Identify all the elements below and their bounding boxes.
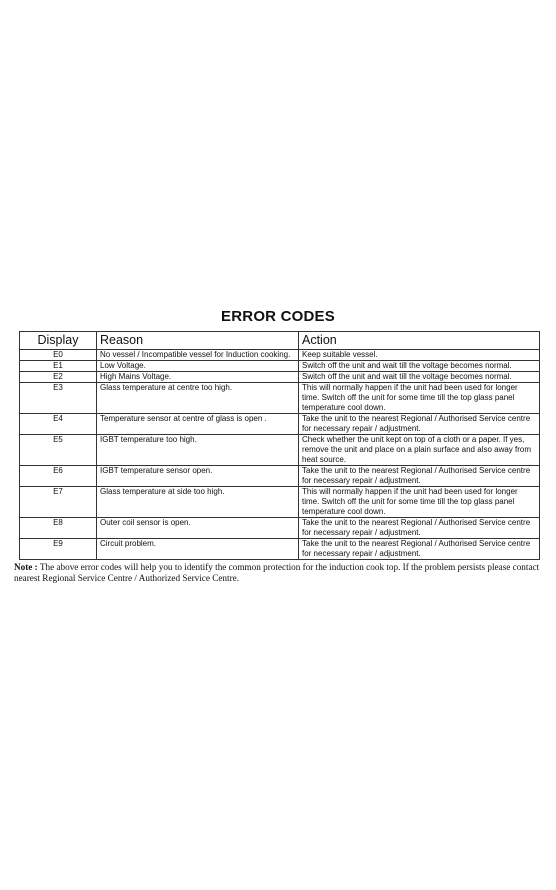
table-row <box>20 539 540 560</box>
table-row <box>20 414 540 435</box>
error-reason: Outer coil sensor is open. <box>97 518 299 539</box>
footnote <box>14 562 542 584</box>
error-reason: Low Voltage. <box>97 361 299 372</box>
error-action: Switch off the unit and wait till the voltage becomes normal. <box>299 361 540 372</box>
error-reason: Glass temperature at side too high. <box>97 487 299 518</box>
error-code: E4 <box>20 414 97 435</box>
column-header-display: Display <box>20 332 97 350</box>
error-action: Take the unit to the nearest Regional / Authorised Service centre for necessary repair / adjustment. <box>299 518 540 539</box>
note-label: Note : <box>14 562 38 572</box>
error-action: Keep suitable vessel. <box>299 350 540 361</box>
error-action: Switch off the unit and wait till the voltage becomes normal. <box>299 372 540 383</box>
error-reason: No vessel / Incompatible vessel for Induction cooking. <box>97 350 299 361</box>
error-code: E2 <box>20 372 97 383</box>
error-action: Take the unit to the nearest Regional / Authorised Service centre for necessary repair / adjustment. <box>299 539 540 560</box>
error-action: Check whether the unit kept on top of a cloth or a paper. If yes, remove the unit and place on a plain surface and also away from heat source. <box>299 435 540 466</box>
error-action: Take the unit to the nearest Regional / Authorised Service centre for necessary repair / adjustment. <box>299 414 540 435</box>
error-action: Take the unit to the nearest Regional / Authorised Service centre for necessary repair / adjustment. <box>299 466 540 487</box>
error-action: This will normally happen if the unit had been used for longer time. Switch off the unit for some time till the top glass panel temperature cool down. <box>299 383 540 414</box>
table-row <box>20 383 540 414</box>
error-reason: IGBT temperature sensor open. <box>97 466 299 487</box>
error-reason: High Mains Voltage. <box>97 372 299 383</box>
error-code: E6 <box>20 466 97 487</box>
table-row <box>20 466 540 487</box>
error-reason: Circuit problem. <box>97 539 299 560</box>
table-row <box>20 518 540 539</box>
column-header-action: Action <box>299 332 540 350</box>
table-row <box>20 487 540 518</box>
page-title: ERROR CODES <box>221 308 335 325</box>
table-header-row <box>20 332 540 350</box>
table-row <box>20 350 540 361</box>
note-text: The above error codes will help you to identify the common protection for the induction cook top. If the problem persists please contact nearest Regional Service Centre / Authorized Service Centre. <box>14 562 540 583</box>
error-action: This will normally happen if the unit had been used for longer time. Switch off the unit for some time till the top glass panel temperature cool down. <box>299 487 540 518</box>
error-code: E3 <box>20 383 97 414</box>
table-row <box>20 435 540 466</box>
error-reason: Glass temperature at centre too high. <box>97 383 299 414</box>
error-code: E7 <box>20 487 97 518</box>
error-code: E1 <box>20 361 97 372</box>
error-code: E0 <box>20 350 97 361</box>
error-reason: IGBT temperature too high. <box>97 435 299 466</box>
error-reason: Temperature sensor at centre of glass is open . <box>97 414 299 435</box>
error-code: E8 <box>20 518 97 539</box>
table-row <box>20 372 540 383</box>
table-row <box>20 361 540 372</box>
error-code: E9 <box>20 539 97 560</box>
error-code: E5 <box>20 435 97 466</box>
column-header-reason: Reason <box>97 332 299 350</box>
error-codes-table <box>19 331 540 560</box>
